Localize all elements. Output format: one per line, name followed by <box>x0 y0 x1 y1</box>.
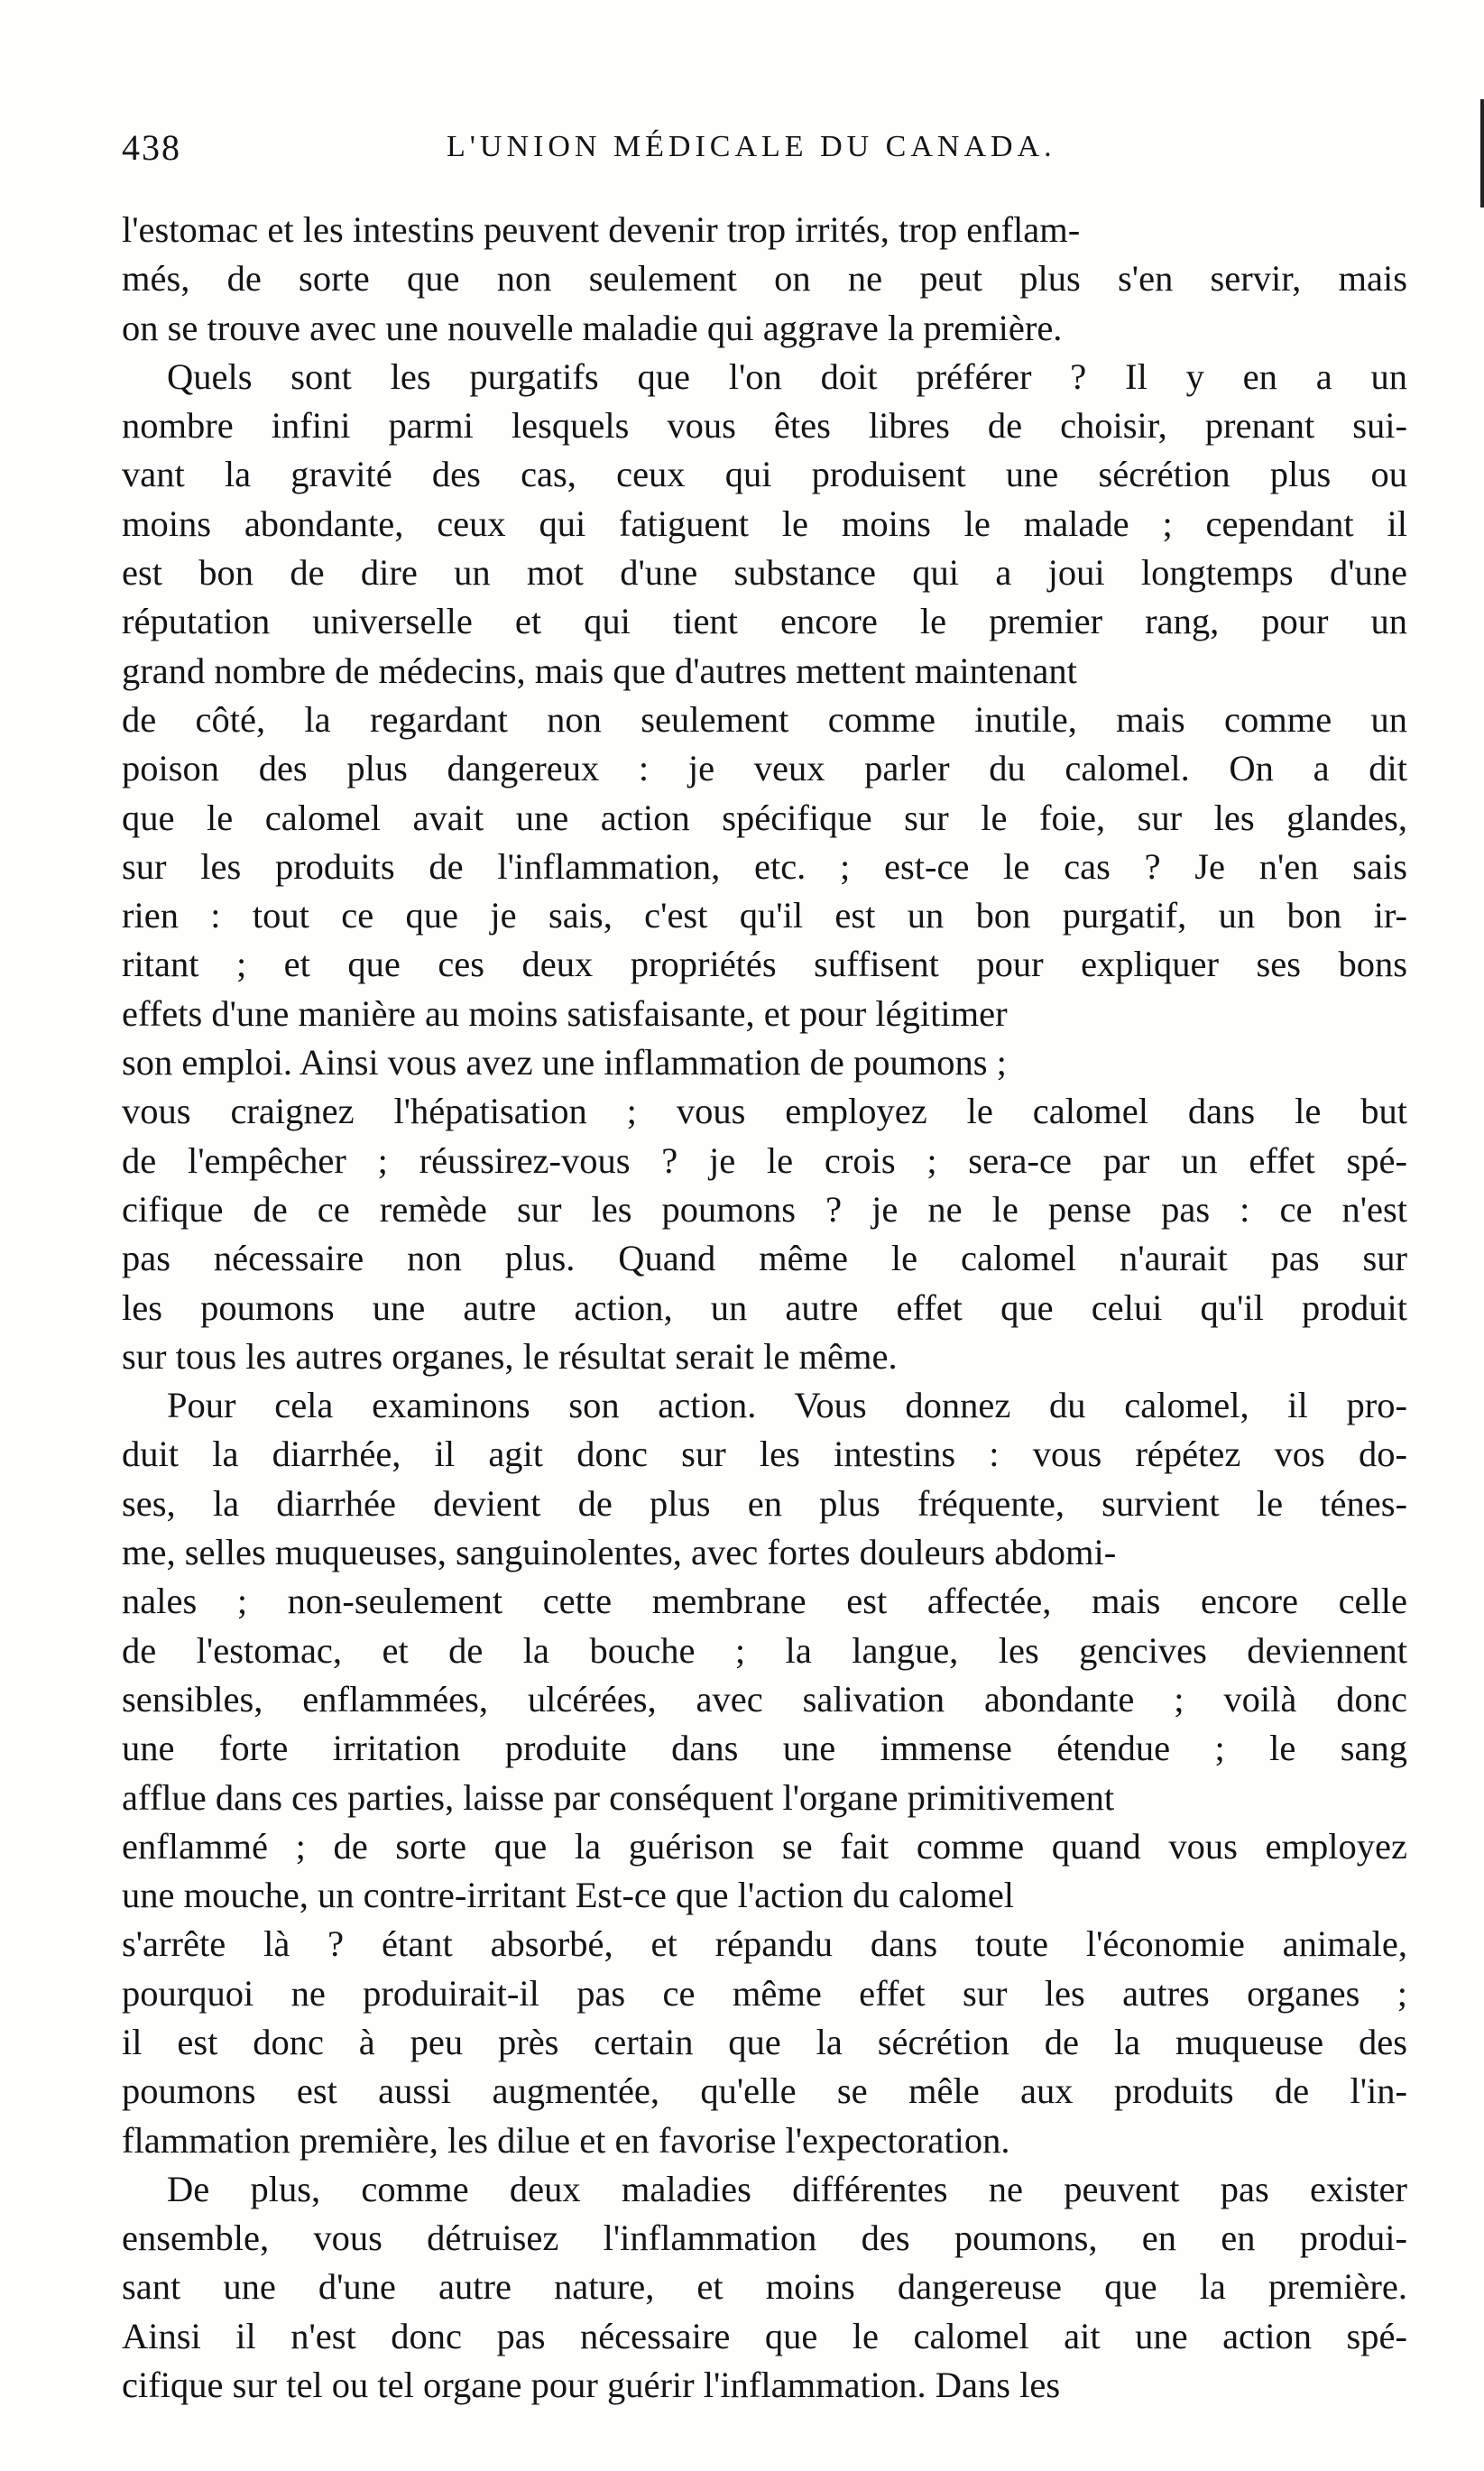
text-line: De plus, comme deux maladies différentes ne peuvent pas exister <box>167 2168 1407 2209</box>
text-line: cifique de ce remède sur les poumons ? je ne le pense pas : ce n'est <box>122 1188 1407 1230</box>
text-line: moins abondante, ceux qui fatiguent le moins le malade ; cependant il <box>122 502 1407 544</box>
text-line: que le calomel avait une action spécifique sur le foie, sur les glandes, <box>122 797 1407 838</box>
text-line: effets d'une manière au moins satisfaisante, et pour légitimer <box>122 992 1008 1034</box>
text-line: de l'estomac, et de la bouche ; la langue, les gencives deviennent <box>122 1629 1407 1671</box>
page-header <box>122 126 1403 180</box>
text-line: ritant ; et que ces deux propriétés suffisent pour expliquer ses bons <box>122 944 1407 985</box>
text-line: réputation universelle et qui tient encore le premier rang, pour un <box>122 601 1407 642</box>
text-line: sur tous les autres organes, le résultat serait le même. <box>122 1335 898 1377</box>
text-line: nombre infini parmi lesquels vous êtes libres de choisir, prenant sui- <box>122 405 1407 447</box>
text-line: sant une d'une autre nature, et moins dangereuse que la première. <box>122 2266 1407 2308</box>
text-line: de côté, la regardant non seulement comme inutile, mais comme un <box>122 698 1407 740</box>
text-line: une mouche, un contre-irritant Est-ce que l'action du calomel <box>122 1875 1015 1916</box>
text-line: duit la diarrhée, il agit donc sur les intestins : vous répétez vos do- <box>122 1434 1407 1475</box>
text-line: més, de sorte que non seulement on ne peut plus s'en servir, mais <box>122 258 1407 300</box>
text-line: enflammé ; de sorte que la guérison se fait comme quand vous employez <box>122 1825 1407 1867</box>
text-line: Quels sont les purgatifs que l'on doit préférer ? Il y en a un <box>167 355 1407 397</box>
body-text <box>122 206 1407 2410</box>
text-line: sensibles, enflammées, ulcérées, avec salivation abondante ; voilà donc <box>122 1678 1407 1720</box>
text-line: vant la gravité des cas, ceux qui produisent une sécrétion plus ou <box>122 454 1407 495</box>
text-line: rien : tout ce que je sais, c'est qu'il est un bon purgatif, un bon ir- <box>122 895 1407 936</box>
text-line: est bon de dire un mot d'une substance qui a joui longtemps d'une <box>122 552 1407 594</box>
text-line: poumons est aussi augmentée, qu'elle se mêle aux produits de l'in- <box>122 2070 1407 2112</box>
text-line: Pour cela examinons son action. Vous donnez du calomel, il pro- <box>167 1385 1407 1426</box>
text-line: sur les produits de l'inflammation, etc. ; est-ce le cas ? Je n'en sais <box>122 845 1407 887</box>
text-line: ses, la diarrhée devient de plus en plus fréquente, survient le ténes- <box>122 1482 1407 1524</box>
text-line: me, selles muqueuses, sanguinolentes, avec fortes douleurs abdomi- <box>122 1532 1117 1573</box>
text-line: s'arrête là ? étant absorbé, et répandu dans toute l'économie animale, <box>122 1923 1407 1965</box>
running-title: L'UNION MÉDICALE DU CANADA. <box>447 130 1056 163</box>
text-line: nales ; non-seulement cette membrane est affectée, mais encore celle <box>122 1581 1407 1622</box>
text-line: pourquoi ne produirait-il pas ce même effet sur les autres organes ; <box>122 1972 1407 2014</box>
text-line: vous craignez l'hépatisation ; vous employez le calomel dans le but <box>122 1091 1407 1132</box>
text-line: son emploi. Ainsi vous avez une inflammation de poumons ; <box>122 1042 1007 1083</box>
text-line: Ainsi il n'est donc pas nécessaire que le calomel ait une action spé- <box>122 2315 1407 2356</box>
page-number: 438 <box>122 127 181 168</box>
text-line: pas nécessaire non plus. Quand même le calomel n'aurait pas sur <box>122 1238 1407 1279</box>
text-line: il est donc à peu près certain que la sécrétion de la muqueuse des <box>122 2021 1407 2062</box>
text-line: de l'empêcher ; réussirez-vous ? je le crois ; sera-ce par un effet spé- <box>122 1139 1407 1181</box>
text-line: grand nombre de médecins, mais que d'autres mettent maintenant <box>122 650 1077 691</box>
text-line: on se trouve avec une nouvelle maladie qui aggrave la première. <box>122 307 1063 348</box>
text-line: une forte irritation produite dans une immense étendue ; le sang <box>122 1728 1407 1769</box>
text-line: afflue dans ces parties, laisse par conséquent l'organe primitivement <box>122 1776 1115 1818</box>
text-line: les poumons une autre action, un autre effet que celui qu'il produit <box>122 1286 1407 1328</box>
text-line: l'estomac et les intestins peuvent devenir trop irrités, trop enflam- <box>122 209 1081 250</box>
text-line: ensemble, vous détruisez l'inflammation des poumons, en en produi- <box>122 2217 1407 2259</box>
text-line: flammation première, les dilue et en favorise l'expectoration. <box>122 2119 1010 2161</box>
text-line: poison des plus dangereux : je veux parler du calomel. On a dit <box>122 748 1407 789</box>
page-edge-rule <box>1480 99 1484 207</box>
text-line: cifique sur tel ou tel organe pour guérir l'inflammation. Dans les <box>122 2365 1061 2406</box>
